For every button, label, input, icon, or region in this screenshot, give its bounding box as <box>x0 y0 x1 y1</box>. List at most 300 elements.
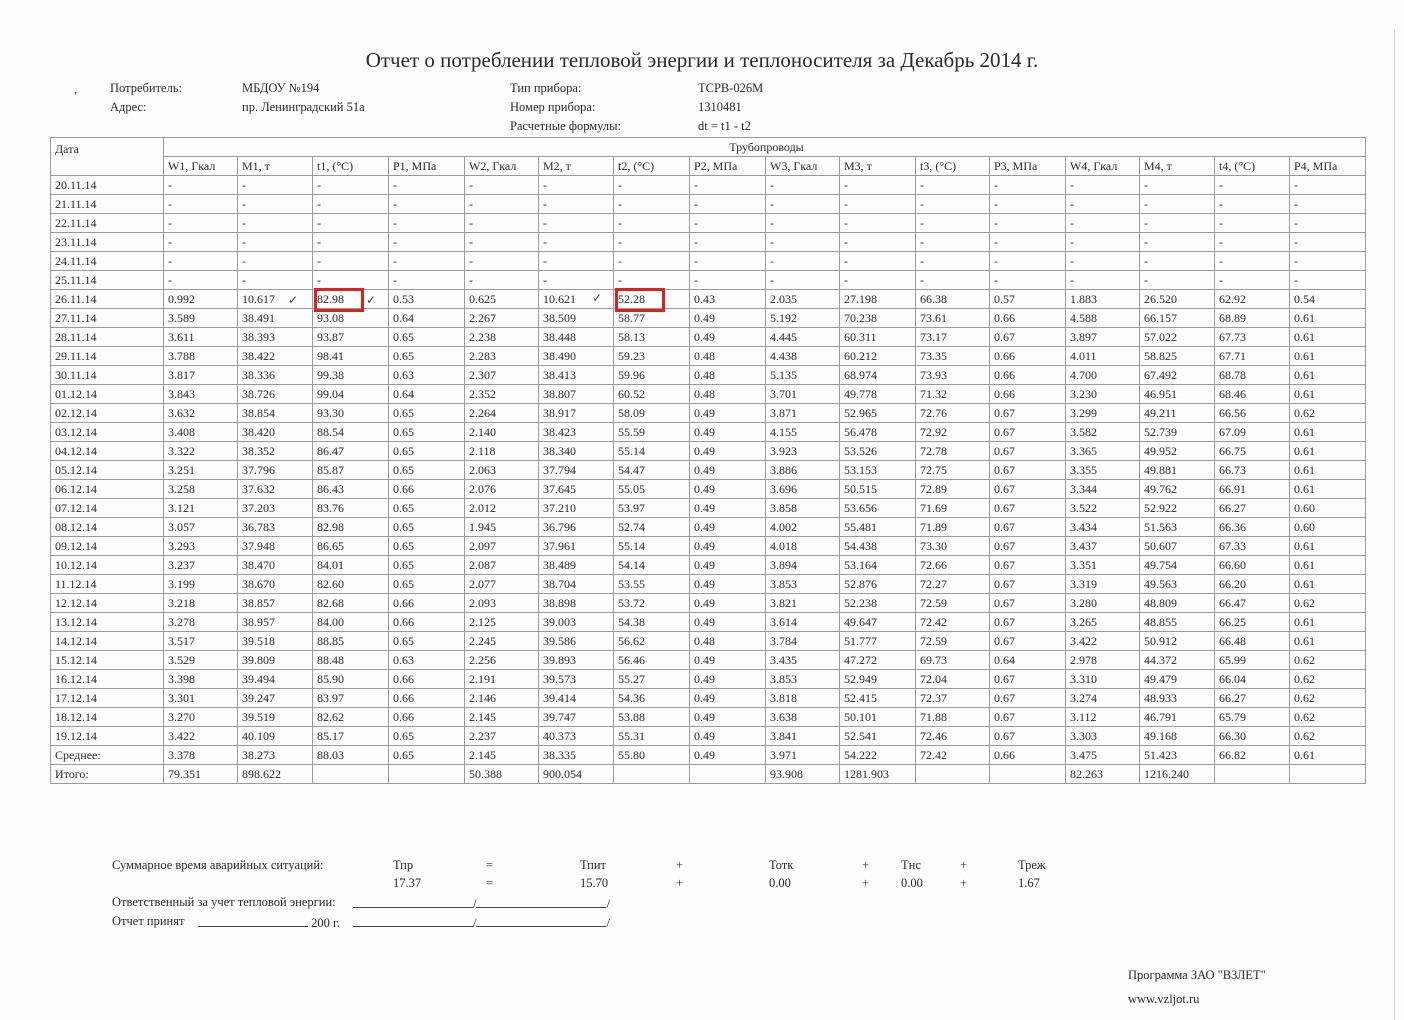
value-cell <box>1140 556 1215 575</box>
cell-text: 37.794 <box>543 463 576 477</box>
address-label: Адрес: <box>110 100 147 114</box>
value-cell <box>1140 708 1215 727</box>
value-cell <box>389 328 465 347</box>
cell-text: 0.67 <box>994 634 1015 648</box>
value-cell <box>1215 423 1290 442</box>
cell-text: 0.49 <box>694 691 715 705</box>
cell-text: 3.589 <box>168 311 195 325</box>
cell-text: - <box>317 216 321 230</box>
address-value: пр. Ленинградский 51а <box>242 100 365 114</box>
cell-text: 79.351 <box>168 767 201 781</box>
column-header: P1, МПа <box>389 157 465 176</box>
slash: / <box>606 897 610 911</box>
table-row <box>51 613 1366 632</box>
cell-text: - <box>844 178 848 192</box>
value-cell <box>614 385 690 404</box>
cell-text: 37.961 <box>543 539 576 553</box>
value-cell <box>465 518 539 537</box>
cell-text: 2.245 <box>469 634 496 648</box>
date-cell <box>51 670 164 689</box>
cell-text: - <box>994 273 998 287</box>
value-cell <box>766 670 840 689</box>
cell-text: 84.00 <box>317 615 344 629</box>
cell-text: 3.270 <box>168 710 195 724</box>
cell-text: - <box>694 197 698 211</box>
value-cell <box>1066 708 1140 727</box>
plus-sign-3: + <box>960 858 968 872</box>
value-cell <box>539 442 614 461</box>
column-header: P3, МПа <box>990 157 1066 176</box>
cell-text: 3.199 <box>168 577 195 591</box>
cell-text: 68.46 <box>1219 387 1246 401</box>
cell-text: 49.168 <box>1144 729 1177 743</box>
value-cell <box>1215 195 1290 214</box>
cell-text: - <box>242 235 246 249</box>
cell-text: 38.509 <box>543 311 576 325</box>
date-cell <box>51 556 164 575</box>
totk-value: 0.00 <box>769 876 791 890</box>
value-cell <box>916 271 990 290</box>
cell-text: 0.65 <box>393 406 414 420</box>
cell-text: 16.12.14 <box>55 672 97 686</box>
value-cell <box>1215 499 1290 518</box>
value-cell <box>389 404 465 423</box>
cell-text: 52.238 <box>844 596 877 610</box>
value-cell <box>1290 309 1366 328</box>
value-cell <box>465 328 539 347</box>
value-cell <box>1215 442 1290 461</box>
cell-text: 53.55 <box>618 577 645 591</box>
value-cell <box>238 252 313 271</box>
table-row <box>51 366 1366 385</box>
table-row <box>51 423 1366 442</box>
cell-text: 38.917 <box>543 406 576 420</box>
cell-text: 3.522 <box>1070 501 1097 515</box>
cell-text: 3.299 <box>1070 406 1097 420</box>
value-cell <box>1290 214 1366 233</box>
value-cell <box>1066 594 1140 613</box>
value-cell <box>389 537 465 556</box>
cell-text: 3.319 <box>1070 577 1097 591</box>
cell-text: 2.264 <box>469 406 496 420</box>
cell-text: 69.73 <box>920 653 947 667</box>
value-cell <box>1290 366 1366 385</box>
cell-text: 0.49 <box>694 615 715 629</box>
totk-label: Тотк <box>769 858 794 872</box>
value-cell <box>766 442 840 461</box>
cell-text: 0.61 <box>1294 539 1315 553</box>
cell-text: 3.638 <box>770 710 797 724</box>
value-cell <box>916 290 990 309</box>
cell-text: 73.61 <box>920 311 947 325</box>
cell-text: 3.529 <box>168 653 195 667</box>
value-cell <box>539 746 614 765</box>
cell-text: 54.14 <box>618 558 645 572</box>
cell-text: 0.61 <box>1294 425 1315 439</box>
cell-text: 0.66 <box>994 748 1015 762</box>
value-cell <box>1215 518 1290 537</box>
value-cell <box>1215 271 1290 290</box>
value-cell <box>916 651 990 670</box>
cell-text: 0.61 <box>1294 311 1315 325</box>
value-cell <box>990 461 1066 480</box>
cell-text: 0.65 <box>393 748 414 762</box>
cell-text: 38.491 <box>242 311 275 325</box>
table-row <box>51 746 1366 765</box>
value-cell <box>766 309 840 328</box>
cell-text: 11.12.14 <box>55 577 97 591</box>
cell-text: 48.933 <box>1144 691 1177 705</box>
value-cell <box>539 689 614 708</box>
cell-text: 0.66 <box>393 710 414 724</box>
value-cell <box>313 670 389 689</box>
value-cell <box>840 385 916 404</box>
table-row <box>51 518 1366 537</box>
column-header: P4, МПа <box>1290 157 1366 176</box>
cell-text: 2.063 <box>469 463 496 477</box>
cell-text: 52.415 <box>844 691 877 705</box>
value-cell <box>164 727 238 746</box>
plus-sign-6: + <box>960 876 968 890</box>
date-cell <box>51 366 164 385</box>
value-cell <box>1066 518 1140 537</box>
plus-sign-4: + <box>676 876 684 890</box>
cell-text: 37.210 <box>543 501 576 515</box>
cell-text: 2.238 <box>469 330 496 344</box>
value-cell <box>539 404 614 423</box>
cell-text: 52.74 <box>618 520 645 534</box>
cell-text: 30.11.14 <box>55 368 97 382</box>
cell-text: - <box>694 254 698 268</box>
column-header: t2, (°C) <box>614 157 690 176</box>
cell-text: - <box>994 235 998 249</box>
cell-text: 3.788 <box>168 349 195 363</box>
cell-text: - <box>1294 178 1298 192</box>
cell-text: - <box>1219 197 1223 211</box>
date-cell <box>51 233 164 252</box>
consumer-value: МБДОУ №194 <box>242 81 320 95</box>
value-cell <box>313 347 389 366</box>
value-cell <box>313 366 389 385</box>
value-cell <box>840 765 916 784</box>
value-cell <box>690 727 766 746</box>
value-cell <box>766 746 840 765</box>
cell-text: 15.12.14 <box>55 653 97 667</box>
value-cell <box>916 252 990 271</box>
highlight-box <box>314 288 364 312</box>
cell-text: 66.91 <box>1219 482 1246 496</box>
value-cell <box>238 366 313 385</box>
cell-text: 0.49 <box>694 672 715 686</box>
cell-text: 39.519 <box>242 710 275 724</box>
cell-text: - <box>920 178 924 192</box>
cell-text: 53.526 <box>844 444 877 458</box>
value-cell <box>916 613 990 632</box>
cell-text: 44.372 <box>1144 653 1177 667</box>
value-cell <box>539 290 614 309</box>
value-cell <box>766 727 840 746</box>
value-cell <box>1215 347 1290 366</box>
value-cell <box>389 727 465 746</box>
value-cell <box>1066 176 1140 195</box>
value-cell <box>1215 727 1290 746</box>
date-cell <box>51 765 164 784</box>
cell-text: 38.670 <box>242 577 275 591</box>
value-cell <box>539 727 614 746</box>
cell-text: 4.011 <box>1070 349 1097 363</box>
value-cell <box>840 556 916 575</box>
cell-text: 55.27 <box>618 672 645 686</box>
cell-text: 0.61 <box>1294 748 1315 762</box>
cell-text: 3.278 <box>168 615 195 629</box>
cell-text: 3.897 <box>1070 330 1097 344</box>
cell-text: 4.002 <box>770 520 797 534</box>
value-cell <box>1066 366 1140 385</box>
cell-text: 38.857 <box>242 596 275 610</box>
value-cell <box>990 404 1066 423</box>
cell-text: 26.520 <box>1144 292 1177 306</box>
value-cell <box>313 328 389 347</box>
value-cell <box>164 309 238 328</box>
value-cell <box>766 689 840 708</box>
value-cell <box>614 423 690 442</box>
cell-text: - <box>920 216 924 230</box>
cell-text: 66.157 <box>1144 311 1177 325</box>
value-cell <box>465 765 539 784</box>
value-cell <box>1215 746 1290 765</box>
value-cell <box>389 613 465 632</box>
value-cell <box>840 252 916 271</box>
cell-text: 3.398 <box>168 672 195 686</box>
cell-text: 67.73 <box>1219 330 1246 344</box>
value-cell <box>990 632 1066 651</box>
value-cell <box>840 708 916 727</box>
cell-text: 49.778 <box>844 387 877 401</box>
cell-text: 3.858 <box>770 501 797 515</box>
table-row <box>51 708 1366 727</box>
cell-text: 23.11.14 <box>55 235 97 249</box>
value-cell <box>990 575 1066 594</box>
cell-text: 82.68 <box>317 596 344 610</box>
value-cell <box>690 499 766 518</box>
cell-text: 39.003 <box>543 615 576 629</box>
value-cell <box>313 423 389 442</box>
cell-text: - <box>844 197 848 211</box>
date-cell <box>51 328 164 347</box>
value-cell <box>916 518 990 537</box>
column-header: M4, т <box>1140 157 1215 176</box>
cell-text: 0.54 <box>1294 292 1315 306</box>
value-cell <box>1066 575 1140 594</box>
value-cell <box>1066 423 1140 442</box>
cell-text: 3.821 <box>770 596 797 610</box>
cell-text: 66.73 <box>1219 463 1246 477</box>
date-cell <box>51 594 164 613</box>
cell-text: 29.11.14 <box>55 349 97 363</box>
cell-text: 4.700 <box>1070 368 1097 382</box>
date-cell <box>51 214 164 233</box>
value-cell <box>465 632 539 651</box>
value-cell <box>840 404 916 423</box>
value-cell <box>1140 328 1215 347</box>
tns-value: 0.00 <box>901 876 923 890</box>
value-cell <box>916 765 990 784</box>
value-cell <box>1140 347 1215 366</box>
value-cell <box>465 575 539 594</box>
cell-text: 39.494 <box>242 672 275 686</box>
cell-text: 10.12.14 <box>55 558 97 572</box>
plus-sign-5: + <box>862 876 870 890</box>
value-cell <box>465 670 539 689</box>
cell-text: 0.65 <box>393 330 414 344</box>
cell-text: 36.796 <box>543 520 576 534</box>
value-cell <box>539 233 614 252</box>
cell-text: 40.373 <box>543 729 576 743</box>
cell-text: 67.33 <box>1219 539 1246 553</box>
value-cell <box>1290 632 1366 651</box>
cell-text: 55.05 <box>618 482 645 496</box>
cell-text: 3.258 <box>168 482 195 496</box>
cell-text: 0.66 <box>994 387 1015 401</box>
value-cell <box>1290 176 1366 195</box>
cell-text: 93.08 <box>317 311 344 325</box>
cell-text: 49.881 <box>1144 463 1177 477</box>
cell-text: 10.621 <box>543 292 576 306</box>
table-row <box>51 575 1366 594</box>
value-cell <box>916 347 990 366</box>
value-cell <box>1290 670 1366 689</box>
cell-text: 65.79 <box>1219 710 1246 724</box>
date-cell <box>51 423 164 442</box>
value-cell <box>1290 594 1366 613</box>
value-cell <box>389 423 465 442</box>
report-title: Отчет о потреблении тепловой энергии и теплоносителя за Декабрь 2014 г. <box>365 48 1039 72</box>
cell-text: 0.66 <box>393 672 414 686</box>
cell-text: 2.267 <box>469 311 496 325</box>
cell-text: 2.237 <box>469 729 496 743</box>
cell-text: 72.75 <box>920 463 947 477</box>
check-mark-1: ✓ <box>288 293 299 307</box>
value-cell <box>990 366 1066 385</box>
cell-text: - <box>168 216 172 230</box>
value-cell <box>840 632 916 651</box>
value-cell <box>539 670 614 689</box>
cell-text: 0.67 <box>994 330 1015 344</box>
date-cell <box>51 537 164 556</box>
table-row <box>51 727 1366 746</box>
cell-text: 0.61 <box>1294 387 1315 401</box>
cell-text: 28.11.14 <box>55 330 97 344</box>
cell-text: - <box>994 178 998 192</box>
value-cell <box>614 575 690 594</box>
cell-text: 59.96 <box>618 368 645 382</box>
value-cell <box>1215 252 1290 271</box>
program-label: Программа ЗАО "ВЗЛЕТ" <box>1128 968 1266 982</box>
cell-text: 0.61 <box>1294 577 1315 591</box>
value-cell <box>1066 480 1140 499</box>
value-cell <box>238 765 313 784</box>
value-cell <box>164 214 238 233</box>
value-cell <box>164 746 238 765</box>
cell-text: 46.951 <box>1144 387 1177 401</box>
value-cell <box>916 195 990 214</box>
value-cell <box>389 309 465 328</box>
value-cell <box>1215 480 1290 499</box>
value-cell <box>1290 537 1366 556</box>
value-cell <box>840 233 916 252</box>
value-cell <box>766 613 840 632</box>
cell-text: 0.66 <box>393 482 414 496</box>
cell-text: 3.434 <box>1070 520 1097 534</box>
cell-text: 82.98 <box>317 520 344 534</box>
cell-text: 53.656 <box>844 501 877 515</box>
value-cell <box>916 176 990 195</box>
value-cell <box>389 347 465 366</box>
table-body <box>51 176 1366 784</box>
cell-text: 0.67 <box>994 710 1015 724</box>
slash: / <box>473 916 477 930</box>
cell-text: 4.155 <box>770 425 797 439</box>
cell-text: 66.04 <box>1219 672 1246 686</box>
cell-text: 52.739 <box>1144 425 1177 439</box>
cell-text: 93.908 <box>770 767 803 781</box>
cell-text: 84.01 <box>317 558 344 572</box>
device-type-label: Тип прибора: <box>510 81 582 95</box>
value-cell <box>916 385 990 404</box>
value-cell <box>840 480 916 499</box>
value-cell <box>389 252 465 271</box>
cell-text: 0.62 <box>1294 729 1315 743</box>
cell-text: 39.518 <box>242 634 275 648</box>
cell-text: 3.843 <box>168 387 195 401</box>
table-row <box>51 556 1366 575</box>
value-cell <box>1140 461 1215 480</box>
value-cell <box>990 594 1066 613</box>
cell-text: - <box>1219 254 1223 268</box>
value-cell <box>1140 651 1215 670</box>
cell-text: 3.251 <box>168 463 195 477</box>
table-row <box>51 651 1366 670</box>
cell-text: 72.37 <box>920 691 947 705</box>
cell-text: 3.112 <box>1070 710 1097 724</box>
cell-text: 3.784 <box>770 634 797 648</box>
value-cell <box>238 708 313 727</box>
cell-text: 88.48 <box>317 653 344 667</box>
value-cell <box>766 290 840 309</box>
value-cell <box>1290 480 1366 499</box>
cell-text: 67.09 <box>1219 425 1246 439</box>
cell-text: 38.352 <box>242 444 275 458</box>
cell-text: 60.311 <box>844 330 877 344</box>
cell-text: - <box>920 254 924 268</box>
cell-text: 49.211 <box>1144 406 1177 420</box>
value-cell <box>164 651 238 670</box>
cell-text: 3.355 <box>1070 463 1097 477</box>
cell-text: - <box>393 216 397 230</box>
cell-text: 04.12.14 <box>55 444 97 458</box>
value-cell <box>539 556 614 575</box>
slash: / <box>606 916 610 930</box>
value-cell <box>690 461 766 480</box>
value-cell <box>1140 499 1215 518</box>
value-cell <box>1215 176 1290 195</box>
value-cell <box>690 195 766 214</box>
value-cell <box>1215 328 1290 347</box>
value-cell <box>1140 689 1215 708</box>
cell-text: 73.93 <box>920 368 947 382</box>
value-cell <box>389 632 465 651</box>
value-cell <box>690 670 766 689</box>
